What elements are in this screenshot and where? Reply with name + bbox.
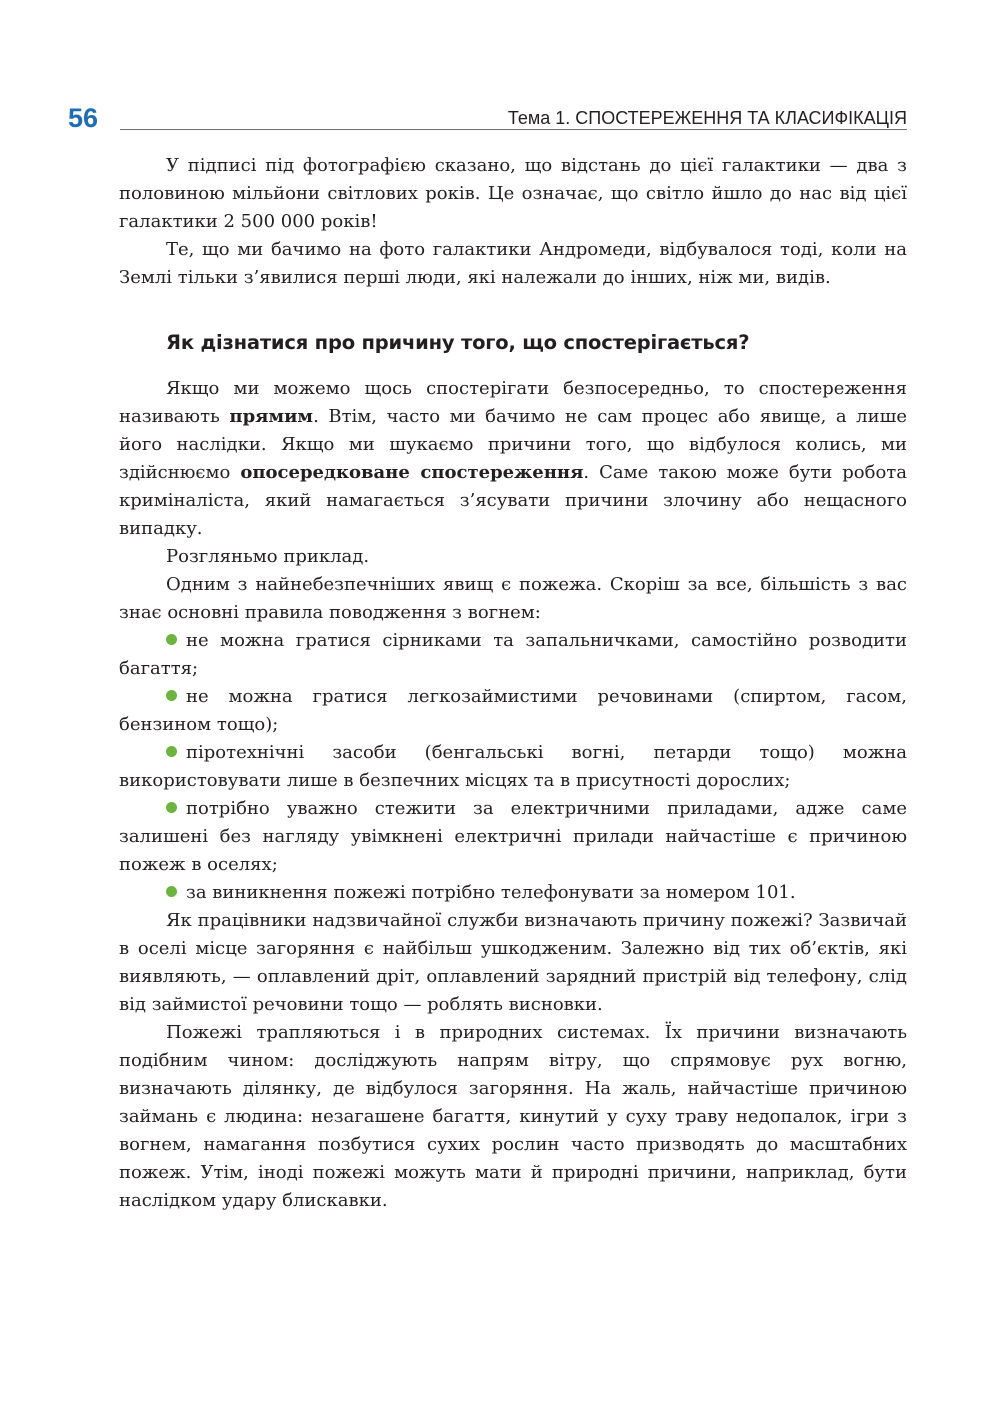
bullet-dot-icon xyxy=(166,690,177,701)
bullet-dot-icon xyxy=(166,802,177,813)
bullet-item xyxy=(119,795,907,879)
page-content xyxy=(119,152,907,1215)
bullet-text: за виникнення пожежі потрібно телефонувати за номером 101. xyxy=(186,882,796,903)
section-heading: Як дізнатися про причину того, що спостерігається? xyxy=(166,331,750,354)
bullet-item xyxy=(119,627,907,683)
term-direct: прямим xyxy=(229,406,314,427)
text-run: . Саме такою може бути робота криміналіста, який намагається з’ясувати причини злочину або нещасного випадку. xyxy=(119,462,907,539)
bullet-text: піротехнічні засоби (бенгальські вогні, петарди тощо) можна використовувати лише в безпечних місцях та в присутності дорослих; xyxy=(119,742,907,791)
section-paragraph-1 xyxy=(119,375,907,543)
bullet-text: потрібно уважно стежити за електричними приладами, адже саме залишені без нагляду увімкнені електричні прилади найчастіше є причиною пожеж в оселях; xyxy=(119,798,907,875)
term-indirect-observation: опосередковане спостереження xyxy=(240,462,584,483)
bullet-item xyxy=(119,879,907,907)
text-run: . Втім, часто ми бачимо не сам процес або явище, а лише його наслідки. Якщо ми шукаємо причини того, що відбулося колись, ми здійснюємо xyxy=(119,406,907,483)
bullet-text: не можна гратися сірниками та запальничками, самостійно розводити багаття; xyxy=(119,630,907,679)
section-paragraph-2: Розгляньмо приклад. xyxy=(166,546,370,567)
intro-paragraph-2: Те, що ми бачимо на фото галактики Андромеди, відбувалося тоді, коли на Землі тільки з’явилися перші люди, які належали до інших, ніж ми, видів. xyxy=(119,239,907,288)
running-head: Тема 1. СПОСТЕРЕЖЕННЯ ТА КЛАСИФІКАЦІЯ xyxy=(507,108,907,128)
section-paragraph-3: Одним з найнебезпечніших явищ є пожежа. Скоріш за все, більшість з вас знає основні правила поводження з вогнем: xyxy=(119,574,907,623)
bullet-dot-icon xyxy=(166,746,177,757)
bullet-dot-icon xyxy=(166,634,177,645)
page-number: 56 xyxy=(68,103,99,133)
bullet-dot-icon xyxy=(166,886,177,897)
section-paragraph-4: Як працівники надзвичайної служби визначають причину пожежі? Зазвичай в оселі місце загоряння є найбільш ушкодженим. Залежно від тих об’єктів, які виявляють, — оплавлений дріт, оплавлений зарядний пристрій від телефону, слід від займистої речовини тощо — роблять висновки. xyxy=(119,910,907,1015)
bullet-text: не можна гратися легкозаймистими речовинами (спиртом, гасом, бензином тощо); xyxy=(119,686,907,735)
intro-paragraph-1: У підписі під фотографією сказано, що відстань до цієї галактики — два з половиною мільйони світлових років. Це означає, що світло йшло до нас від цієї галактики 2 500 000 років! xyxy=(119,155,907,232)
section-paragraph-5: Пожежі трапляються і в природних системах. Їх причини визначають подібним чином: досліджують напрям вітру, що спрямовує рух вогню, визначають ділянку, де відбулося загоряння. На жаль, найчастіше причиною займань є людина: незагашене багаття, кинутий у суху траву недопалок, ігри з вогнем, намагання позбутися сухих рослин часто призводять до масштабних пожеж. Утім, іноді пожежі можуть мати й природні причини, наприклад, бути наслідком удару блискавки. xyxy=(119,1022,907,1211)
bullet-item xyxy=(119,739,907,795)
bullet-item xyxy=(119,683,907,739)
text-run: Якщо ми можемо щось спостерігати безпосередньо, то спостереження називають xyxy=(119,378,907,427)
